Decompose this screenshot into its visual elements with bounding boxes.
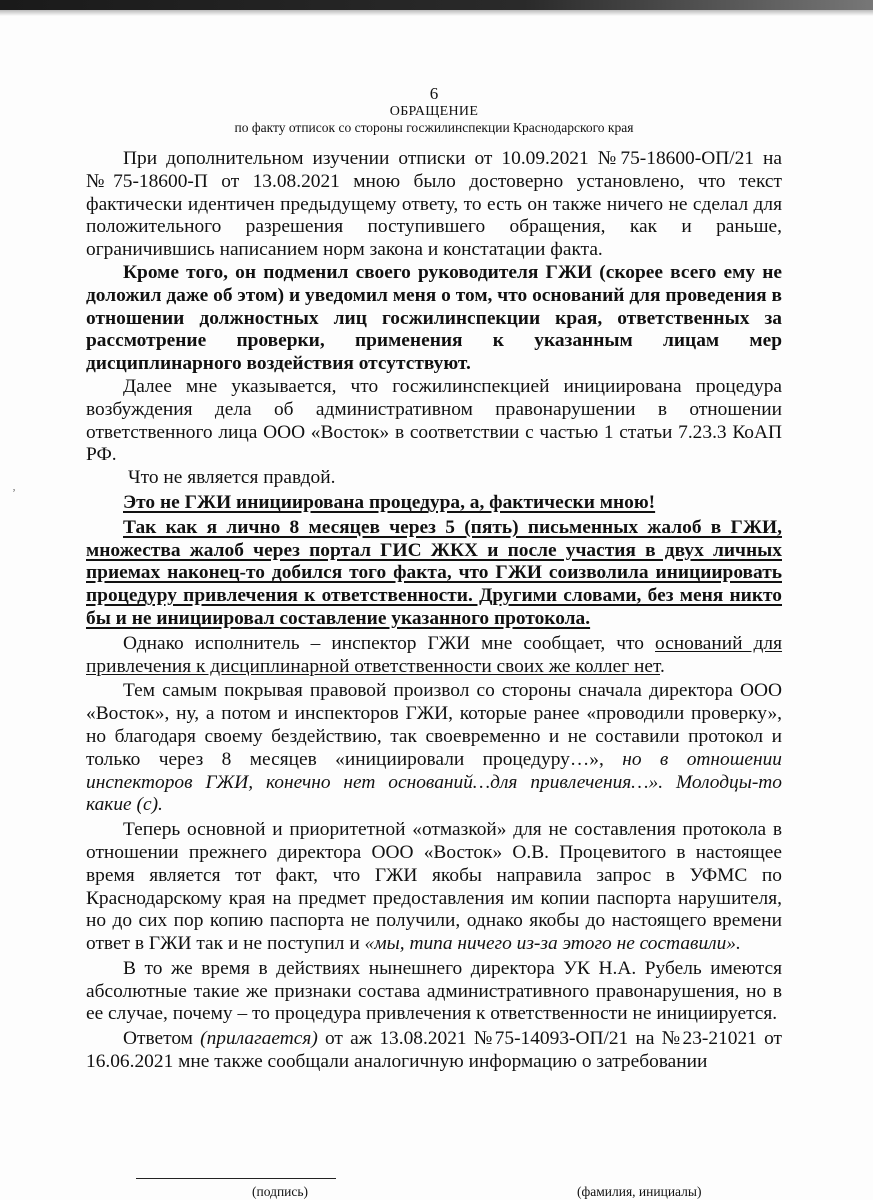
paragraph-8-italic: но в отношении инспекторов ГЖИ, конечно нет оснований…для привлечения…». Молодцы-то какие (с). [86,748,783,816]
paragraph-11-lead: Ответом [123,1028,201,1050]
paragraph-5 [86,492,782,515]
signature-label: (подпись) [252,1184,309,1199]
paragraph-2: Кроме того, он подменил своего руководителя ГЖИ (скорее всего ему не доложил даже об этом) и уведомил меня о том, что оснований для проведения в отношении должностных лиц госжилинспекции края, ответственных за рассмотрение проверки, применения к указанным лицам мер дисциплинарного воздействия отсутствуют. [86,261,782,375]
page-number: 6 [429,84,439,103]
paragraph-4: Что не является правдой. [128,467,336,489]
paragraph-9-italic: «мы, типа ничего из-за этого не составили». [364,933,741,955]
document-page [86,84,782,1074]
paragraph-5-text: Это не ГЖИ инициирована процедура, а, фактически мною! [123,491,656,513]
paragraph-1: При дополнительном изучении отписки от 10.09.2021 №75-18600-ОП/21 на №75-18600-П от 13.08.2021 мною было достоверно установлено, что текст фактически идентичен предыдущему ответу, то есть он также ничего не сделал для положительного разрешения поступившего обращения, как и раньше, ограничившись написанием норм закона и констатации факта. [86,148,782,261]
document-subtitle: по факту отписок со стороны госжилинспекции Краснодарского края [234,120,634,135]
scan-top-edge [0,0,873,10]
signature-block [0,1172,873,1200]
paragraph-7-end: . [660,655,665,677]
margin-mark: ʼ [12,486,16,500]
paragraph-8-lead: Тем самым покрывая правовой произвол со стороны сначала директора ООО «Восток», ну, а потом и инспекторов ГЖИ, которые ранее «проводили проверку», но благодаря своему бездействию, так своевременно и не составили протокол и только через 8 месяцев «инициировали процедуру…», [86,680,782,770]
paragraph-9 [86,819,782,956]
document-title: ОБРАЩЕНИЕ [389,104,479,119]
paragraph-6: Так как я лично 8 месяцев через 5 (пять) письменных жалоб в ГЖИ, множества жалоб через портал ГИС ЖКХ и после участия в двух личных приемах наконец-то добился того факта, что ГЖИ соизволила инициировать процедуру привлечения к ответственности. Другими словами, без меня никто бы и не инициировал составление указанного протокола. [86,516,782,629]
signature-line [136,1178,336,1179]
paragraph-7 [86,633,782,679]
paragraph-10: В то же время в действиях нынешнего директора УК Н.А. Рубель имеются абсолютные такие же признаки состава административного правонарушения, но в ее случае, почему – то процедура привлечения к ответственности не инициируется. [86,957,782,1025]
paragraph-11-italic: (прилагается) [200,1028,318,1050]
paragraph-11 [86,1028,782,1074]
scan-top-shadow [0,10,873,16]
paragraph-3: Далее мне указывается, что госжилинспекцией инициирована процедура возбуждения дела об административном правонарушении в отношении ответственного лица ООО «Восток» в соответствии с частью 1 статьи 7.23.3 КоАП РФ. [86,375,782,466]
paragraph-11-rest: от аж 13.08.2021 №75-14093-ОП/21 на №23-21021 от 16.06.2021 мне также сообщали аналогичную информацию о затребовании [86,1028,782,1073]
paragraph-8 [86,680,782,817]
name-initials-label: (фамилия, инициалы) [577,1184,702,1199]
paragraph-7-underlined: оснований для привлечения к дисциплинарной ответственности своих же коллег нет [86,632,783,677]
paragraph-9-lead: Теперь основной и приоритетной «отмазкой» для не составления протокола в отношении прежнего директора ООО «Восток» О.В. Процевитого в настоящее время является тот факт, что ГЖИ якобы направила запрос в УФМС по Краснодарскому края на предмет предоставления им копии паспорта нарушителя, но до сих пор копию паспорта не получили, однако якобы до настоящего времени ответ в ГЖИ так и не поступил и [86,819,782,955]
paragraph-7-lead: Однако исполнитель – инспектор ГЖИ мне сообщает, что [123,632,656,654]
